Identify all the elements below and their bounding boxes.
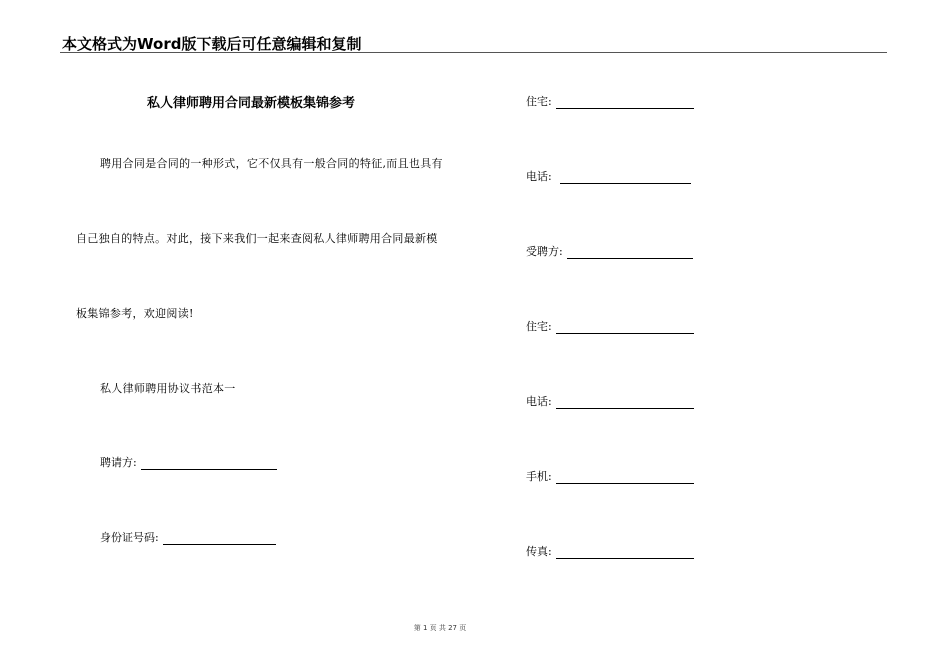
mobile-field <box>526 468 694 484</box>
fax-field <box>526 543 694 559</box>
id-number-blank[interactable] <box>163 532 276 545</box>
fax-blank[interactable] <box>556 546 694 559</box>
page-header-text: 本文格式为Word版下载后可任意编辑和复制 <box>62 35 362 53</box>
mobile-label: 手机: <box>526 470 552 483</box>
id-number-field <box>100 529 276 545</box>
phone-blank-2[interactable] <box>556 396 694 409</box>
document-title: 私人律师聘用合同最新模板集锦参考 <box>147 96 356 111</box>
employee-blank[interactable] <box>567 246 693 259</box>
intro-line-1: 聘用合同是合同的一种形式，它不仅具有一般合同的特征,而且也具有 <box>100 157 443 170</box>
employee-label: 受聘方: <box>526 245 563 258</box>
intro-line-3: 板集锦参考，欢迎阅读! <box>76 307 194 320</box>
phone-field-2 <box>526 393 694 409</box>
sample-agreement-title: 私人律师聘用协议书范本一 <box>100 382 236 395</box>
id-number-label: 身份证号码: <box>100 531 159 544</box>
employer-field <box>100 454 277 470</box>
phone-label-1: 电话: <box>526 170 552 183</box>
page-number-footer: 第 1 页 共 27 页 <box>413 624 467 632</box>
header-divider <box>60 52 887 53</box>
residence-field-1 <box>526 93 694 109</box>
employer-blank[interactable] <box>141 457 277 470</box>
employee-field <box>526 243 693 259</box>
mobile-blank[interactable] <box>556 471 694 484</box>
residence-blank-2[interactable] <box>556 321 694 334</box>
phone-field-1 <box>526 168 691 184</box>
fax-label: 传真: <box>526 545 552 558</box>
residence-blank-1[interactable] <box>556 96 694 109</box>
residence-field-2 <box>526 318 694 334</box>
phone-blank-1[interactable] <box>560 171 691 184</box>
residence-label-1: 住宅: <box>526 95 552 108</box>
intro-line-2: 自己独自的特点。对此，接下来我们一起来查阅私人律师聘用合同最新模 <box>76 232 438 245</box>
residence-label-2: 住宅: <box>526 320 552 333</box>
phone-label-2: 电话: <box>526 395 552 408</box>
employer-label: 聘请方: <box>100 456 137 469</box>
